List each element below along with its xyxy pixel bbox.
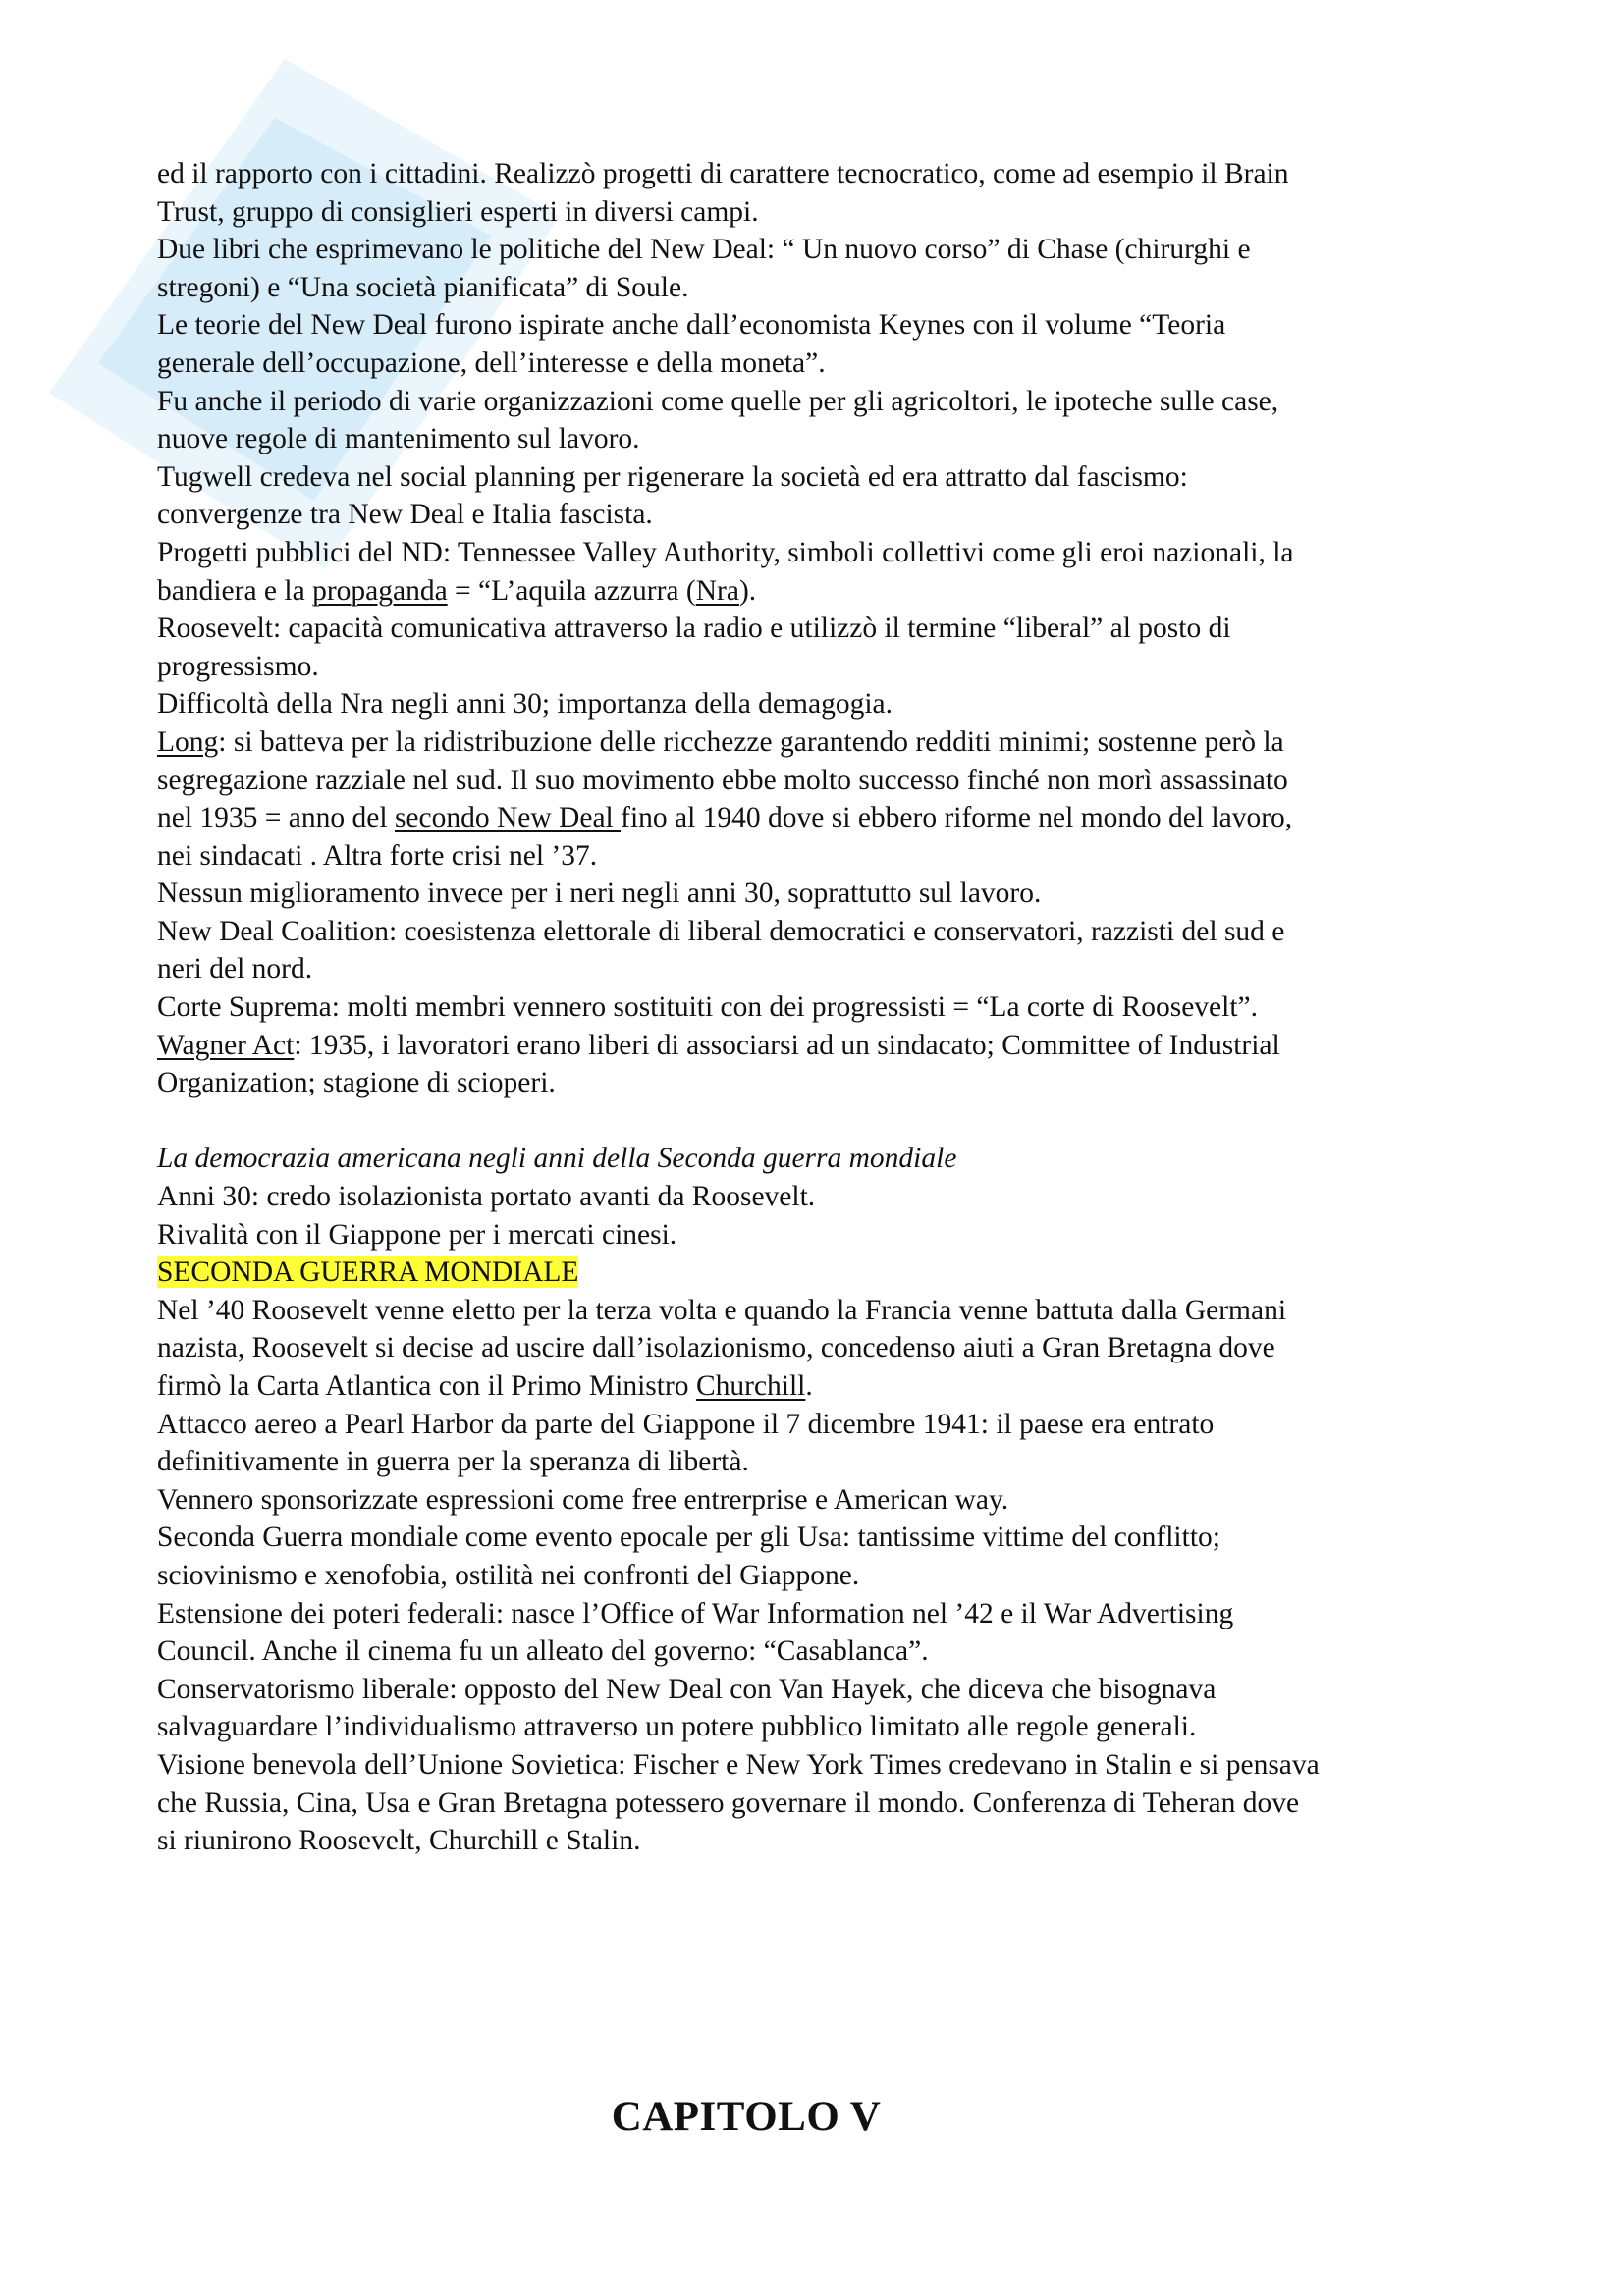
- text-line: nazista, Roosevelt si decise ad uscire dall’isolazionismo, concedenso aiuti a Gran Bretagna dove: [157, 1332, 1275, 1364]
- text-fragment: : si batteva per la ridistribuzione delle ricchezze garantendo redditi minimi; sostenne però la: [218, 725, 1284, 758]
- text-line: Visione benevola dell’Unione Sovietica: Fischer e New York Times credevano in Stalin e si pensava: [157, 1748, 1320, 1781]
- text-line: convergenze tra New Deal e Italia fascista.: [157, 499, 653, 531]
- section-title: La democrazia americana negli anni della Seconda guerra mondiale: [157, 1143, 957, 1175]
- text-line: Conservatorismo liberale: opposto del New Deal con Van Hayek, che diceva che bisognava: [157, 1673, 1217, 1705]
- text-line: Due libri che esprimevano le politiche del New Deal: “ Un nuovo corso” di Chase (chirurghi e: [157, 234, 1251, 266]
- text-line: Corte Suprema: molti membri vennero sostituiti con dei progressisti = “La corte di Roosevelt”.: [157, 991, 1259, 1024]
- chapter-heading: CAPITOLO V: [611, 2094, 882, 2140]
- text-line: neri del nord.: [157, 953, 313, 986]
- text-line: salvaguardare l’individualismo attraverso un potere pubblico limitato alle regole generali.: [157, 1711, 1197, 1743]
- highlighted-heading-line: [157, 1254, 1492, 1292]
- propaganda-line: [157, 572, 1492, 611]
- wagner-line: [157, 1027, 1492, 1065]
- text-line: New Deal Coalition: coesistenza elettorale di liberal democratici e conservatori, razzisti del sud e: [157, 915, 1285, 947]
- text-line: Estensione dei poteri federali: nasce l’Office of War Information nel ’42 e il War Advertising: [157, 1597, 1234, 1629]
- text-line: Trust, gruppo di consiglieri esperti in diversi campi.: [157, 195, 759, 228]
- text-fragment: : 1935, i lavoratori erano liberi di associarsi ad un sindacato; Committee of Industrial: [294, 1029, 1280, 1061]
- text-line: Progetti pubblici del ND: Tennessee Valley Authority, simboli collettivi come gli eroi nazionali, la: [157, 536, 1294, 568]
- text-line: si riunirono Roosevelt, Churchill e Stalin.: [157, 1825, 641, 1857]
- text-line: Roosevelt: capacità comunicativa attraverso la radio e utilizzò il termine “liberal” al posto di: [157, 613, 1231, 645]
- text-line: Organization; stagione di scioperi.: [157, 1067, 556, 1099]
- text-fragment: firmò la Carta Atlantica con il Primo Ministro: [157, 1370, 696, 1402]
- text-line: sciovinismo e xenofobia, ostilità nei confronti del Giappone.: [157, 1559, 860, 1591]
- text-line: ed il rapporto con i cittadini. Realizzò progetti di carattere tecnocratico, come ad esempio il Brain: [157, 158, 1289, 189]
- text-fragment: .: [805, 1370, 813, 1402]
- text-line: Council. Anche il cinema fu un alleato del governo: “Casablanca”.: [157, 1635, 929, 1668]
- second-new-deal-line: [157, 799, 1492, 837]
- churchill-line: [157, 1367, 1492, 1406]
- text-line: progressismo.: [157, 650, 319, 682]
- text-line: Le teorie del New Deal furono ispirate anche dall’economista Keynes con il volume “Teoria: [157, 309, 1226, 342]
- blank-line: [157, 1102, 1492, 1141]
- text-line: segregazione razziale nel sud. Il suo movimento ebbe molto successo finché non morì assassinato: [157, 764, 1288, 796]
- text-fragment: ).: [738, 574, 757, 607]
- text-line: Rivalità con il Giappone per i mercati cinesi.: [157, 1218, 677, 1251]
- text-line: Anni 30: credo isolazionista portato avanti da Roosevelt.: [157, 1181, 816, 1213]
- underlined-term-propaganda: propaganda: [312, 574, 448, 607]
- highlighted-heading: SECONDA GUERRA MONDIALE: [157, 1256, 579, 1289]
- long-line: [157, 723, 1492, 762]
- text-line: definitivamente in guerra per la speranza di libertà.: [157, 1446, 749, 1478]
- text-line: Seconda Guerra mondiale come evento epocale per gli Usa: tantissime vittime del conflitto;: [157, 1522, 1220, 1554]
- document-body: [157, 155, 1492, 1860]
- underlined-term-nra: Nra: [695, 574, 739, 607]
- text-line: Difficoltà della Nra negli anni 30; importanza della demagogia.: [157, 688, 893, 721]
- underlined-term-wagner-act: Wagner Act: [157, 1029, 295, 1061]
- text-line: generale dell’occupazione, dell’interesse e della moneta”.: [157, 347, 826, 379]
- text-line: nei sindacati . Altra forte crisi nel ’37.: [157, 839, 598, 872]
- text-line: Nessun miglioramento invece per i neri negli anni 30, soprattutto sul lavoro.: [157, 878, 1042, 910]
- text-line: che Russia, Cina, Usa e Gran Bretagna potessero governare il mondo. Conferenza di Teheran dove: [157, 1787, 1300, 1819]
- underlined-term-secondo-new-deal: secondo New Deal: [394, 802, 622, 834]
- text-line: Vennero sponsorizzate espressioni come free entrerprise e American way.: [157, 1483, 1009, 1516]
- underlined-term-churchill: Churchill: [695, 1370, 806, 1402]
- text-line: Nel ’40 Roosevelt venne eletto per la terza volta e quando la Francia venne battuta dalla Germani: [157, 1294, 1287, 1326]
- text-fragment: nel 1935 = anno del: [157, 802, 395, 834]
- text-line: stregoni) e “Una società pianificata” di Soule.: [157, 271, 689, 303]
- text-line: Fu anche il periodo di varie organizzazioni come quelle per gli agricoltori, le ipoteche sulle case,: [157, 385, 1279, 417]
- text-line: Tugwell credeva nel social planning per rigenerare la società ed era attratto dal fascismo:: [157, 460, 1188, 493]
- text-line: Attacco aereo a Pearl Harbor da parte del Giappone il 7 dicembre 1941: il paese era entrato: [157, 1408, 1215, 1440]
- underlined-term-long: Long: [157, 725, 219, 758]
- text-fragment: fino al 1940 dove si ebbero riforme nel mondo del lavoro,: [621, 802, 1293, 834]
- text-fragment: = “L’aquila azzurra (: [447, 574, 696, 607]
- text-line: nuove regole di mantenimento sul lavoro.: [157, 423, 640, 455]
- text-fragment: bandiera e la: [157, 574, 313, 607]
